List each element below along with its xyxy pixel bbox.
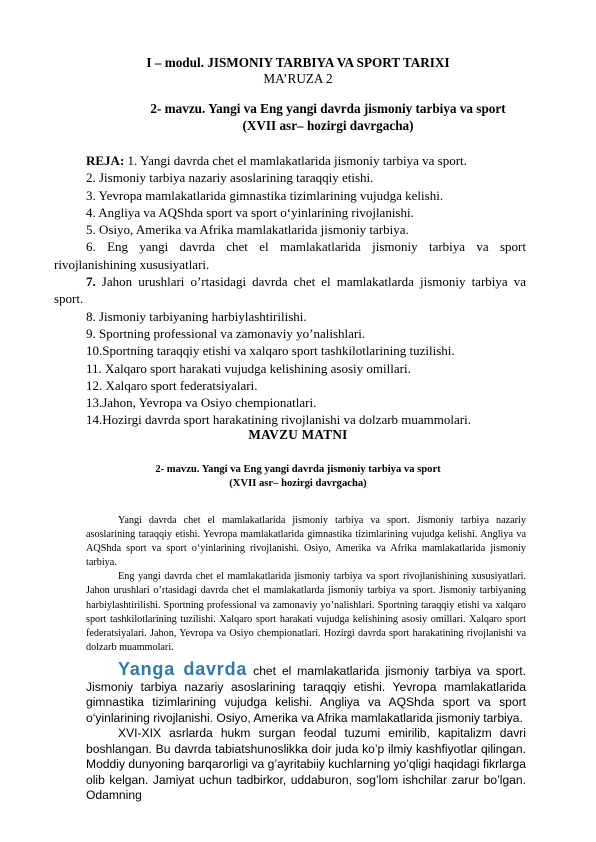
lead-word: Yanga davrda: [118, 659, 248, 679]
plan-item-5: 5. Osiyo, Amerika va Afrika mamlakatlarida jismoniy tarbiya.: [86, 222, 409, 238]
plan-label: REJA:: [86, 153, 125, 168]
summary-paragraph-1: Yangi davrda chet el mamlakatlarida jismoniy tarbiya va sport. Jismoniy tarbiya nazariy asoslarining taraqqiy etishi. Yevropa mamlakatlarida gimnastika tizimlarining vujudga kelishi. Angliya va AQShda sport va sport o‘yinlarining rivojlanishi. Osiyo, Amerika va Afrika mamlakatlarida jismoniy tarbiya.: [86, 515, 526, 569]
plan-item-9: 9. Sportning professional va zamonaviy yo’nalishlari.: [86, 325, 366, 341]
plan-item-4: 4. Angliya va AQShda sport va sport o‘yinlarining rivojlanishi.: [86, 204, 414, 220]
topic-title: [60, 100, 596, 134]
plan-item-7: [54, 273, 526, 308]
plan-item-10: 10.Sportning taraqqiy etishi va xalqaro sport tashkilotlarining tuzilishi.: [86, 343, 455, 359]
body-paragraph-1: [86, 659, 527, 726]
topic-title-line2: (XVII asr– hozirgi davrgacha): [242, 118, 414, 133]
subtopic-title-line2: (XVII asr– hozirgi davrgacha): [229, 478, 367, 489]
plan-item-13: 13.Jahon, Yevropa va Osiyo chempionatlari.: [86, 395, 317, 411]
subtopic-title: [60, 463, 536, 491]
plan-item-14: 14.Hozirgi davrda sport harakatining rivojlanishi va dolzarb muammolari.: [86, 412, 471, 428]
subject-heading: MAVZU MATNI: [248, 427, 348, 442]
summary-paragraphs: [86, 514, 526, 655]
plan-item-3: 3. Yevropa mamlakatlarida gimnastika tizimlarining vujudga kelishi.: [86, 187, 444, 203]
lecture-number: MA’RUZA 2: [263, 71, 333, 86]
plan-item-8: 8. Jismoniy tarbiyaning harbiylashtirilishi.: [86, 308, 307, 324]
plan-item-7-text: Jahon urushlari o’rtasidagi davrda chet el mamlakatlarda jismoniy tarbiya va sport.: [54, 274, 526, 307]
plan-item-12: 12. Xalqaro sport federatsiyalari.: [86, 377, 258, 393]
body-text: [86, 659, 527, 804]
module-title: I – modul. JISMONIY TARBIYA VA SPORT TARIXI: [146, 55, 450, 70]
plan-item-11: 11. Xalqaro sport harakati vujudga kelishining asosiy omillari.: [86, 360, 411, 376]
topic-title-line1: 2- mavzu. Yangi va Eng yangi davrda jismoniy tarbiya va sport: [150, 101, 506, 116]
body-paragraph-2: XVI-XIX asrlarda hukm surgan feodal tuzumi emirilib, kapitalizm davri boshlangan. Bu davrda tabiatshunoslikka doir juda ko’p ilmiy kashfiyotlar qilingan. Moddiy dunyoning barqarorligi va g’ayritabiiy kuchlarning yo’qligi haqidagi fikrlarga olib kelgan. Jamiyat uchun tadbirkor, uddaburon, sog’lom ishchilar zarur bo’lgan. Odamning: [86, 726, 526, 802]
subtopic-title-line1: 2- mavzu. Yangi va Eng yangi davrda jismoniy tarbiya va sport: [155, 464, 441, 475]
body-paragraph-1-text: chet el mamlakatlarida jismoniy tarbiya va sport. Jismoniy tarbiya nazariy asoslarining taraqqiy etishi. Yevropa mamlakatlarida gimnastika tizimlarining vujudga kelishi. Angliya va AQShda sport va sport o‘yinlarining rivojlanishi. Osiyo, Amerika va Afrika mamlakatlarida jismoniy tarbiya.: [86, 664, 527, 725]
plan-item-6: 6. Eng yangi davrda chet el mamlakatlarida jismoniy tarbiya va sport rivojlanishining xususiyatlari.: [54, 239, 526, 272]
plan-item-1: REJA: 1. Yangi davrda chet el mamlakatlarida jismoniy tarbiya va sport.: [86, 153, 467, 168]
plan-list: [54, 152, 526, 429]
summary-paragraph-2: Eng yangi davrda chet el mamlakatlarida jismoniy tarbiya va sport rivojlanishining xususiyatlari. Jahon urushlari o’rtasidagi davrda chet el mamlakatlarda jismoniy tarbiya va sport. Jismoniy tarbiyaning harbiylashtirilishi. Sportning professional va zamonaviy yo’nalishlari. Sportning taraqqiy etishi va xalqaro sport tashkilotlarining tuzilishi. Xalqaro sport harakati vujudga kelishining asosiy omillari. Xalqaro sport federatsiyalari. Jahon, Yevropa va Osiyo chempionatlari. Hozirgi davrda sport harakatining rivojlanishi va dolzarb muammolari.: [86, 571, 526, 653]
plan-item-2: 2. Jismoniy tarbiya nazariy asoslarining taraqqiy etishi.: [86, 170, 374, 186]
plan-item-7-number: 7.: [86, 274, 96, 290]
